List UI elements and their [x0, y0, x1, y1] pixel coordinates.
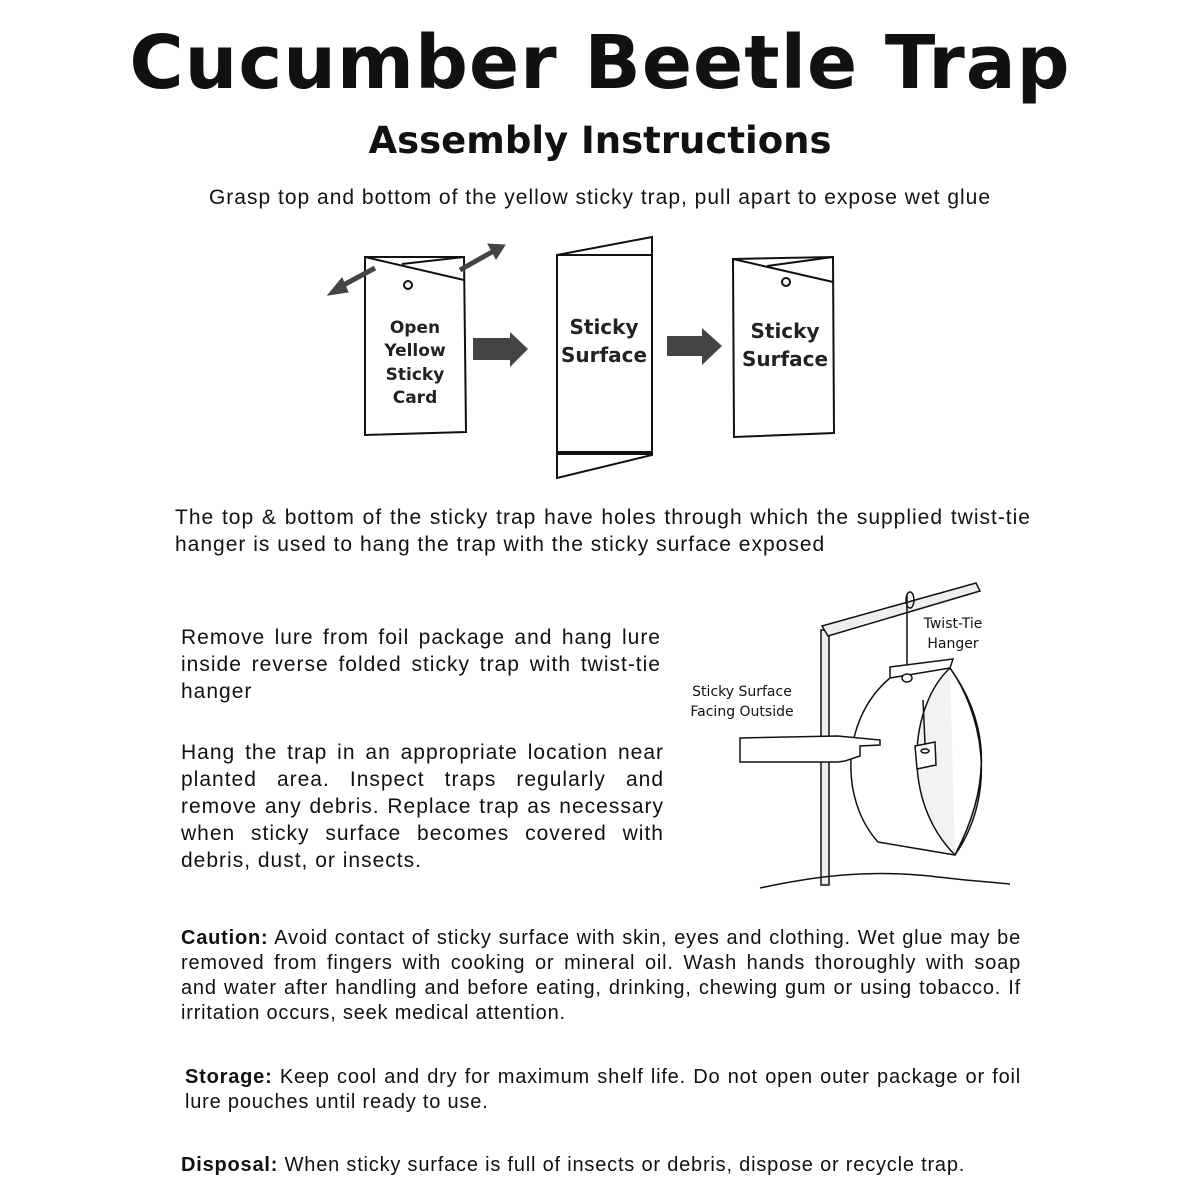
lure-icon [915, 742, 936, 769]
storage-paragraph [185, 1065, 1021, 1115]
hanger-label: Hanger [927, 636, 979, 652]
step3-text: Remove lure from foil package and hang lure inside reverse folded sticky trap with twist-tie hanger [181, 626, 661, 703]
page-title: Cucumber Beetle Trap [129, 20, 1071, 106]
disposal-text: When sticky surface is full of insects or debris, dispose or recycle trap. [278, 1154, 966, 1176]
disposal-paragraph [181, 1153, 1041, 1178]
ground [760, 873, 1010, 888]
step1-text: Grasp top and bottom of the yellow sticky trap, pull apart to expose wet glue [208, 186, 992, 209]
hanger-label: Twist-Tie [923, 616, 983, 632]
card3-line: Sticky [750, 319, 820, 343]
caution-label: Caution: [181, 927, 269, 949]
storage-label: Storage: [185, 1066, 273, 1088]
card3-line: Surface [741, 347, 829, 371]
caution-text: Avoid contact of sticky surface with skin, eyes and clothing. Wet glue may be removed from fingers with cooking or mineral oil. Wash hands thoroughly with soap and water after handling and before eating, drinking, chewing gum or using tobacco. If irritation occurs, seek medical attention. [181, 927, 1021, 1024]
card1-line: Yellow [384, 341, 446, 361]
step2-text: The top & bottom of the sticky trap have holes through which the supplied twist-tie hanger is used to hang the trap with the sticky surface exposed [175, 506, 1031, 556]
card2-line: Sticky [569, 315, 639, 339]
right-arrow-icon [473, 332, 528, 367]
step4-text: Hang the trap in an appropriate location near planted area. Inspect traps regularly and remove any debris. Replace trap as necessary when sticky surface becomes covered with debris, dust, or insects. [181, 741, 664, 872]
caution-paragraph [181, 926, 1021, 1026]
surface-label: Sticky Surface [692, 684, 792, 700]
storage-text: Keep cool and dry for maximum shelf life. Do not open outer package or foil lure pouches until ready to use. [185, 1066, 1021, 1113]
right-arrow-icon [667, 328, 722, 365]
surface-label: Facing Outside [690, 704, 794, 720]
card-unfolding-diagram [320, 230, 880, 490]
card1-line: Card [392, 388, 438, 408]
card1-line: Sticky [385, 365, 445, 385]
hanging-trap-diagram [670, 570, 1010, 900]
card1-line: Open [389, 318, 441, 338]
disposal-label: Disposal: [181, 1154, 279, 1176]
card2-line: Surface [560, 343, 648, 367]
page-subtitle: Assembly Instructions [368, 119, 832, 162]
